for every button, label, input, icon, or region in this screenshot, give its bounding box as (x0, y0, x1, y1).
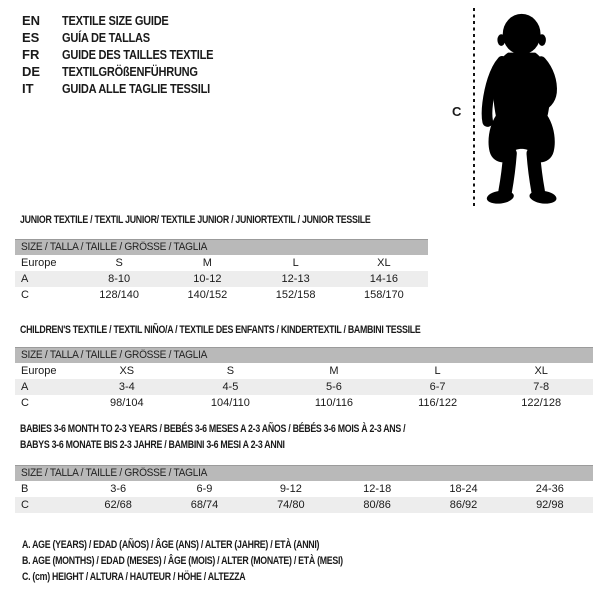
height-cell: 104/110 (210, 397, 250, 409)
size-cell: XL (534, 365, 548, 377)
size-header-band (15, 347, 593, 363)
height-cell: 62/68 (104, 499, 132, 511)
guide-title-de: TEXTILGRÖßENFÜHRUNG (62, 64, 198, 79)
babies-size-table (15, 465, 593, 513)
age-cell: 18-24 (449, 483, 478, 495)
footnote-b-text: B. AGE (MONTHS) / EDAD (MESES) / ÂGE (MOIS) / ALTER (MONATE) / ETÀ (MESI) (22, 555, 343, 567)
size-cell: XL (377, 257, 391, 269)
junior-section-title (20, 214, 458, 227)
size-header-band (15, 465, 593, 481)
table-row (15, 271, 428, 287)
height-measure-dashed-line (473, 8, 475, 206)
height-cell: 152/158 (275, 289, 316, 301)
age-cell: 24-36 (535, 483, 564, 495)
age-cell: 6-9 (196, 483, 213, 495)
guide-title-it: GUIDA ALLE TAGLIE TESSILI (62, 81, 210, 96)
height-cell: 110/116 (314, 397, 354, 409)
language-code: FR (22, 47, 40, 62)
footnote-c (22, 569, 423, 585)
table-row (15, 363, 593, 379)
row-label: B (21, 483, 29, 495)
footnote-b (22, 553, 423, 569)
children-size-table (15, 347, 593, 411)
row-label: A (21, 273, 29, 285)
row-label: C (21, 289, 29, 301)
language-row-es (22, 29, 240, 46)
size-cell: L (434, 365, 441, 377)
age-cell: 14-16 (369, 273, 398, 285)
size-header-band (15, 239, 428, 255)
age-cell: 10-12 (193, 273, 222, 285)
legend-footnotes (22, 537, 423, 585)
language-code: IT (22, 81, 34, 96)
height-cell: 122/128 (521, 397, 562, 409)
children-section-title-text: CHILDREN'S TEXTILE / TEXTIL NIÑO/A / TEXTILE DES ENFANTS / KINDERTEXTIL / BAMBINI TESSILE (20, 324, 421, 336)
size-cell: L (292, 257, 299, 269)
height-cell: 74/80 (277, 499, 305, 511)
age-cell: 5-6 (326, 381, 342, 393)
age-cell: 7-8 (533, 381, 550, 393)
height-cell: 128/140 (99, 289, 139, 301)
guide-title-fr: GUIDE DES TAILLES TEXTILE (62, 47, 214, 62)
row-label: C (21, 397, 29, 409)
footnote-a (22, 537, 423, 553)
language-code: ES (22, 30, 40, 45)
row-label: C (21, 499, 29, 511)
table-row (15, 379, 593, 395)
size-header-text: SIZE / TALLA / TAILLE / GRÖSSE / TAGLIA (21, 349, 208, 361)
height-cell: 86/92 (449, 499, 478, 511)
age-cell: 9-12 (279, 483, 302, 495)
size-header-text: SIZE / TALLA / TAILLE / GRÖSSE / TAGLIA (21, 241, 208, 253)
babies-section-title-line1 (20, 423, 502, 436)
babies-section-title-text2: BABYS 3-6 MONATE BIS 2-3 JAHRE / BAMBINI 3-6 MESI A 2-3 ANNI (20, 439, 285, 451)
height-cell: 140/152 (187, 289, 228, 301)
footnote-c-text: C. (cm) HEIGHT / ALTURA / HAUTEUR / HÖHE / ALTEZZA (22, 571, 246, 583)
age-cell: 8-10 (108, 273, 131, 285)
table-row (15, 255, 428, 271)
row-label: Europe (21, 365, 57, 377)
children-section-title (20, 324, 521, 337)
age-cell: 6-7 (429, 381, 446, 393)
language-row-de (22, 63, 240, 80)
row-label: Europe (21, 257, 57, 269)
height-cell: 116/122 (418, 397, 458, 409)
language-row-en (22, 12, 240, 29)
height-cell: 68/74 (190, 499, 219, 511)
age-cell: 3-4 (118, 381, 135, 393)
age-cell: 3-6 (110, 483, 127, 495)
height-measure-label: C (452, 104, 462, 119)
size-cell: XS (119, 365, 135, 377)
babies-section-title-text1: BABIES 3-6 MONTH TO 2-3 YEARS / BEBÉS 3-6 MESES A 2-3 AÑOS / BÉBÉS 3-6 MOIS À 2-3 ANS / (20, 423, 406, 435)
guide-title-en: TEXTILE SIZE GUIDE (62, 13, 169, 28)
size-cell: S (226, 365, 235, 377)
height-cell: 80/86 (363, 499, 391, 511)
junior-section-title-text: JUNIOR TEXTILE / TEXTIL JUNIOR/ TEXTILE JUNIOR / JUNIORTEXTIL / JUNIOR TESSILE (20, 214, 371, 226)
age-cell: 12-18 (363, 483, 392, 495)
height-cell: 92/98 (536, 499, 564, 511)
table-row (15, 395, 593, 411)
table-row (15, 287, 428, 303)
size-header-text: SIZE / TALLA / TAILLE / GRÖSSE / TAGLIA (21, 467, 208, 479)
table-row (15, 481, 593, 497)
language-code: EN (22, 13, 41, 28)
language-code: DE (22, 64, 41, 79)
babies-section-title-line2 (20, 439, 351, 452)
height-cell: 98/104 (109, 397, 144, 409)
age-cell: 4-5 (222, 381, 239, 393)
language-row-it (22, 80, 240, 97)
size-cell: M (329, 365, 339, 377)
junior-size-table (15, 239, 428, 303)
size-cell: M (202, 257, 212, 269)
toddler-silhouette-icon (478, 4, 575, 208)
footnote-a-text: A. AGE (YEARS) / EDAD (AÑOS) / ÂGE (ANS) / ALTER (JAHRE) / ETÀ (ANNI) (22, 539, 320, 551)
guide-title-es: GUÍA DE TALLAS (62, 30, 150, 45)
table-row (15, 497, 593, 513)
row-label: A (21, 381, 29, 393)
height-cell: 158/170 (363, 289, 404, 301)
age-cell: 12-13 (281, 273, 310, 285)
language-row-fr (22, 46, 240, 63)
size-cell: S (115, 257, 123, 269)
language-title-list (22, 12, 240, 97)
